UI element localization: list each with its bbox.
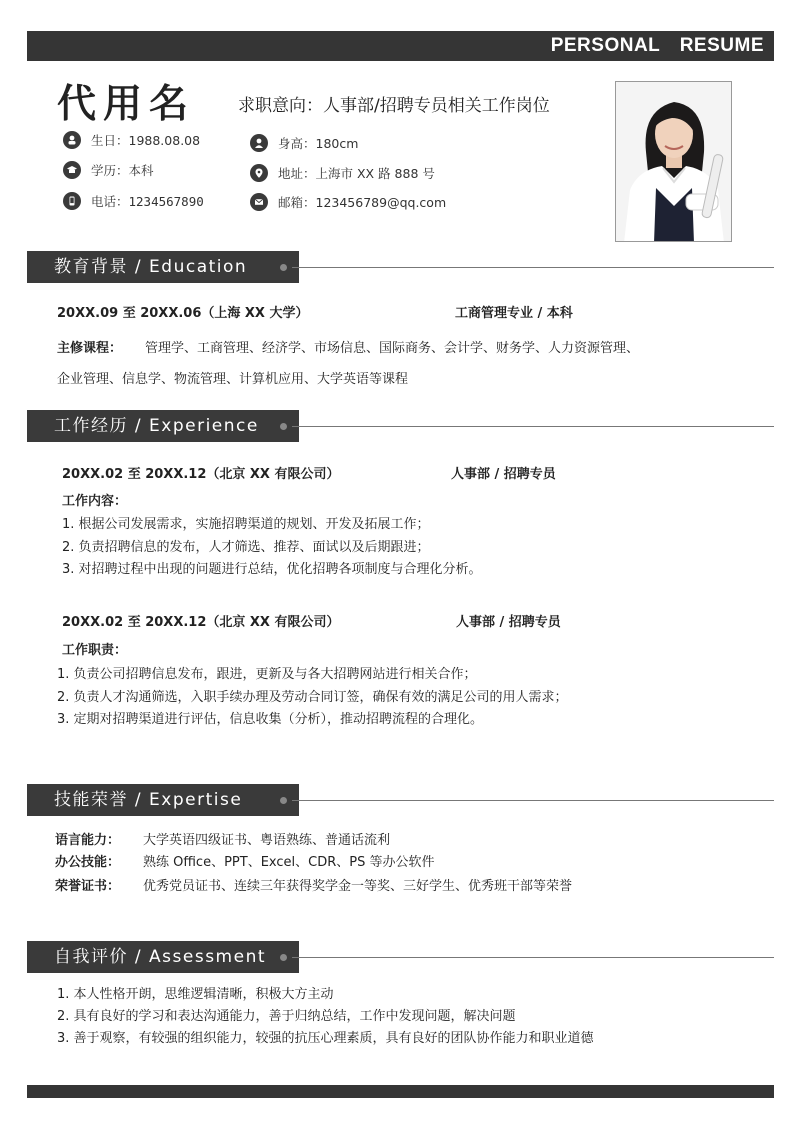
address-text: 地址：上海市 XX 路 888 号: [278, 166, 435, 181]
courses-line-1: 管理学、工商管理、经济学、市场信息、国际商务、会计学、财务学、人力资源管理、: [145, 341, 640, 356]
section-assessment-title: 自我评价 / Assessment: [27, 941, 299, 973]
language-text: 大学英语四级证书、粤语熟练、普通话流利: [143, 833, 391, 848]
job-2-duty-3: 3. 定期对招聘渠道进行评估，信息收集（分析），推动招聘流程的合理化。: [57, 712, 484, 727]
section-education-header: [27, 251, 774, 283]
education-text: 学历：本科: [91, 163, 154, 178]
section-skills-header: [27, 784, 774, 816]
info-height: [250, 134, 358, 152]
job-2-period: 20XX.02 至 20XX.12（北京 XX 有限公司）: [62, 615, 340, 630]
header-dot: [280, 797, 287, 804]
assessment-item-2: 2. 具有良好的学习和表达沟通能力，善于归纳总结，工作中发现问题，解决问题: [57, 1009, 516, 1024]
courses-label: 主修课程：: [57, 341, 123, 356]
job-1-period: 20XX.02 至 20XX.12（北京 XX 有限公司）: [62, 467, 340, 482]
job-2-duty-2: 2. 负责人才沟通筛选，入职手续办理及劳动合同订签，确保有效的满足公司的用人需求；: [57, 690, 568, 705]
info-birth: [63, 131, 200, 149]
height-text: 身高：180cm: [278, 136, 359, 151]
section-experience-header: [27, 410, 774, 442]
honor-text: 优秀党员证书、连续三年获得奖学金一等奖、三好学生、优秀班干部等荣誉: [143, 879, 573, 894]
info-email: [250, 193, 446, 211]
job-2-role: 人事部 / 招聘专员: [456, 615, 561, 630]
info-education: [63, 161, 154, 179]
job-1-duty-3: 3. 对招聘过程中出现的问题进行总结，优化招聘各项制度与合理化分析。: [62, 562, 482, 577]
birth-text: 生日：1988.08.08: [91, 133, 201, 148]
honor-label: 荣誉证书：: [55, 879, 121, 894]
birthday-icon: [63, 131, 81, 149]
assessment-item-3: 3. 善于观察，有较强的组织能力，较强的抗压心理素质，具有良好的团队协作能力和职业道德: [57, 1031, 594, 1046]
location-icon: [250, 164, 268, 182]
email-text: 邮箱：123456789@qq.com: [278, 195, 447, 210]
resume-title: PERSONAL RESUME: [550, 35, 764, 56]
header-rule: [292, 800, 774, 801]
profile-photo: [615, 81, 732, 242]
candidate-name: 代用名: [57, 82, 196, 127]
section-education-title: 教育背景 / Education: [27, 251, 299, 283]
phone-icon: [63, 192, 81, 210]
top-banner: [27, 31, 774, 61]
courses-line-2: 企业管理、信息学、物流管理、计算机应用、大学英语等课程: [57, 372, 409, 387]
job-1-duty-1: 1. 根据公司发展需求，实施招聘渠道的规划、开发及拓展工作；: [62, 517, 430, 532]
section-skills-title: 技能荣誉 / Expertise: [27, 784, 299, 816]
section-experience-title: 工作经历 / Experience: [27, 410, 299, 442]
header-rule: [292, 957, 774, 958]
job-2-duty-label: 工作职责：: [62, 643, 128, 658]
phone-text: 电话：1234567890: [91, 194, 204, 209]
header-dot: [280, 423, 287, 430]
job-objective: 求职意向：人事部/招聘专员相关工作岗位: [238, 96, 550, 116]
education-period: 20XX.09 至 20XX.06（上海 XX 大学）: [57, 306, 309, 321]
assessment-item-1: 1. 本人性格开朗，思维逻辑清晰，积极大方主动: [57, 987, 334, 1002]
bottom-banner: [27, 1085, 774, 1098]
header-rule: [292, 426, 774, 427]
job-1-role: 人事部 / 招聘专员: [451, 467, 556, 482]
header-dot: [280, 264, 287, 271]
language-label: 语言能力：: [55, 833, 121, 848]
height-icon: [250, 134, 268, 152]
info-address: [250, 164, 435, 182]
mail-icon: [250, 193, 268, 211]
job-1-duty-2: 2. 负责招聘信息的发布，人才筛选、推荐、面试以及后期跟进；: [62, 540, 430, 555]
office-label: 办公技能：: [55, 855, 121, 870]
section-assessment-header: [27, 941, 774, 973]
office-text: 熟练 Office、PPT、Excel、CDR、PS 等办公软件: [143, 855, 435, 870]
header-rule: [292, 267, 774, 268]
education-major: 工商管理专业 / 本科: [455, 306, 573, 321]
job-2-duty-1: 1. 负责公司招聘信息发布，跟进，更新及与各大招聘网站进行相关合作；: [57, 667, 477, 682]
info-phone: [63, 192, 204, 210]
job-1-duty-label: 工作内容：: [62, 494, 128, 509]
header-dot: [280, 954, 287, 961]
education-icon: [63, 161, 81, 179]
